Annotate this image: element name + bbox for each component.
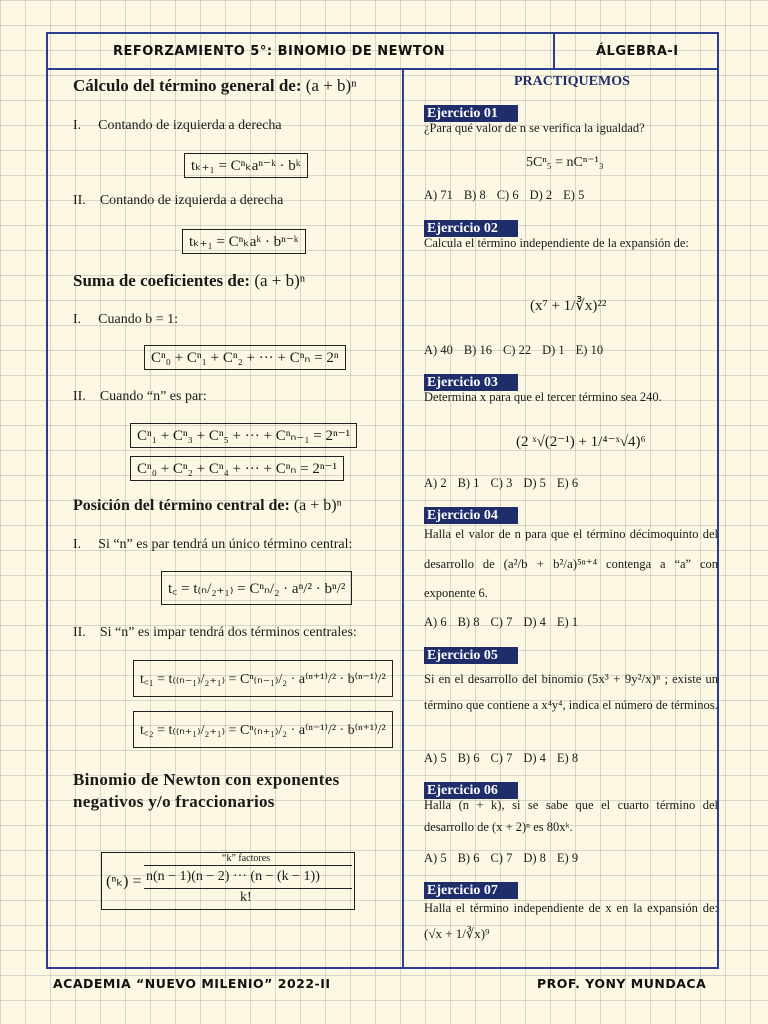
subject-label: ÁLGEBRA-I <box>596 44 679 59</box>
exercise-07-equation: (√x + 1/∛x)⁹ <box>424 926 490 941</box>
formula-central-term-odd-2: t꜀₂ = t₍₍ₙ₊₁₎/₂₊₁₎ = Cⁿ₍ₙ₊₁₎/₂ · a⁽ⁿ⁻¹⁾/² · b⁽ⁿ⁺¹⁾/² <box>133 711 393 748</box>
frame-column-divider <box>402 69 404 969</box>
exercise-05-label: Ejercicio 05 <box>424 647 518 664</box>
exercise-04-text: Halla el valor de n para que el término décimoquinto del desarrollo de (a²/b + b²/a)⁵ⁿ⁺⁴ contenga a “a” con exponente 6. <box>424 527 719 600</box>
exercise-04-inline-equation: (a²/b + b²/a)⁵ⁿ⁺⁴ <box>503 556 598 571</box>
exercise-02-label: Ejercicio 02 <box>424 220 518 237</box>
exercise-03-text: Determina x para que el tercer término sea 240. <box>424 390 662 404</box>
formula-even-coef-sum: Cⁿ₀ + Cⁿ₂ + Cⁿ₄ + ··· + Cⁿₙ = 2ⁿ⁻¹ <box>130 456 344 481</box>
exercise-05-inline-equation: (5x³ + 9y²/x)ⁿ <box>587 671 661 686</box>
section-coef-sum-title: Suma de coeficientes de: (a + b)ⁿ <box>73 271 306 290</box>
exercise-03-equation: (2 ˣ√(2⁻¹) + 1/⁴⁻ˣ√4)⁶ <box>516 434 646 450</box>
exercise-06-label: Ejercicio 06 <box>424 782 518 799</box>
frame-header-bottom <box>46 68 719 70</box>
formula-generalized-binomial <box>101 852 355 910</box>
section-central-term-title: Posición del término central de: (a + b)ⁿ <box>73 497 342 514</box>
frame-bottom <box>46 967 719 969</box>
frame-header-divider <box>553 32 555 69</box>
generalized-binomial-numerator: n(n − 1)(n − 2) ··· (n − (k − 1)) <box>146 869 320 884</box>
brace-label: “k” factores <box>222 853 271 864</box>
formula-central-term-even: t꜀ = t₍ₙ/₂₊₁₎ = Cⁿₙ/₂ · aⁿ/² · bⁿ/² <box>161 571 352 605</box>
practice-heading: PRACTIQUEMOS <box>514 74 630 89</box>
formula-coef-sum: Cⁿ₀ + Cⁿ₁ + Cⁿ₂ + ··· + Cⁿₙ = 2ⁿ <box>144 345 346 370</box>
fraction-bar <box>144 888 352 889</box>
page-title: REFORZAMIENTO 5°: BINOMIO DE NEWTON <box>113 44 446 59</box>
section-negative-exponents-title: Binomio de Newton con exponentes negativos y/o fraccionarios <box>73 770 340 811</box>
s3-item-2: II. Si “n” es impar tendrá dos términos centrales: <box>73 625 357 640</box>
generalized-binomial-denominator: k! <box>240 890 252 905</box>
overbrace-line <box>144 865 352 866</box>
formula-odd-coef-sum: Cⁿ₁ + Cⁿ₃ + Cⁿ₅ + ··· + Cⁿₙ₋₁ = 2ⁿ⁻¹ <box>130 423 357 448</box>
formula-general-term-2: tₖ₊₁ = Cⁿₖaᵏ · bⁿ⁻ᵏ <box>182 229 306 254</box>
exercise-02-equation: (x⁷ + 1/∛x)²² <box>530 298 607 314</box>
exercise-07-label: Ejercicio 07 <box>424 882 518 899</box>
exercise-04-label: Ejercicio 04 <box>424 507 518 524</box>
s2-item-2: II. Cuando “n” es par: <box>73 389 207 404</box>
exercise-01-text: ¿Para qué valor de n se verifica la igualdad? <box>424 121 645 135</box>
frame-left <box>46 32 48 969</box>
exercise-05-text: Si en el desarrollo del binomio (5x³ + 9y²/x)ⁿ ; existe un término que contiene a x⁴y⁴, indica el número de términos. <box>424 671 719 712</box>
formula-central-term-odd-1: t꜀₁ = t₍₍ₙ₋₁₎/₂₊₁₎ = Cⁿ₍ₙ₋₁₎/₂ · a⁽ⁿ⁺¹⁾/² · b⁽ⁿ⁻¹⁾/² <box>133 660 393 697</box>
generalized-binomial-lhs: (ⁿₖ) = <box>106 873 142 890</box>
s3-item-1: I. Si “n” es par tendrá un único término central: <box>73 537 353 552</box>
exercise-02-options: A) 40 B) 16 C) 22 D) 1 E) 10 <box>424 343 604 357</box>
exercise-06-options: A) 5 B) 6 C) 7 D) 8 E) 9 <box>424 851 579 865</box>
footer-teacher: PROF. YONY MUNDACA <box>537 976 707 991</box>
exercise-01-equation: 5Cⁿ₅ = nCⁿ⁻¹₃ <box>526 155 604 170</box>
exercise-05-options: A) 5 B) 6 C) 7 D) 4 E) 8 <box>424 751 579 765</box>
footer-academy: ACADEMIA “NUEVO MILENIO” 2022-II <box>53 976 331 991</box>
exercise-07-text: Halla el término independiente de x en la expansión de: (√x + 1/∛x)⁹ <box>424 901 718 941</box>
s1-item-2: II. Contando de izquierda a derecha <box>73 193 284 208</box>
exercise-01-options: A) 71 B) 8 C) 6 D) 2 E) 5 <box>424 188 585 202</box>
frame-top <box>46 32 719 34</box>
exercise-03-options: A) 2 B) 1 C) 3 D) 5 E) 6 <box>424 476 579 490</box>
section-general-term-title: Cálculo del término general de: (a + b)ⁿ <box>73 76 357 95</box>
exercise-06-text: Halla (n + k), si se sabe que el cuarto término del desarrollo de (x + 2)ⁿ es 80xᵏ. <box>424 798 718 834</box>
formula-general-term-1: tₖ₊₁ = Cⁿₖaⁿ⁻ᵏ · bᵏ <box>184 153 308 178</box>
s2-item-1: I. Cuando b = 1: <box>73 312 179 327</box>
exercise-03-label: Ejercicio 03 <box>424 374 518 391</box>
exercise-01-label: Ejercicio 01 <box>424 105 518 122</box>
exercise-02-text: Calcula el término independiente de la expansión de: <box>424 236 689 250</box>
exercise-04-options: A) 6 B) 8 C) 7 D) 4 E) 1 <box>424 615 579 629</box>
s1-item-1: I. Contando de izquierda a derecha <box>73 118 282 133</box>
